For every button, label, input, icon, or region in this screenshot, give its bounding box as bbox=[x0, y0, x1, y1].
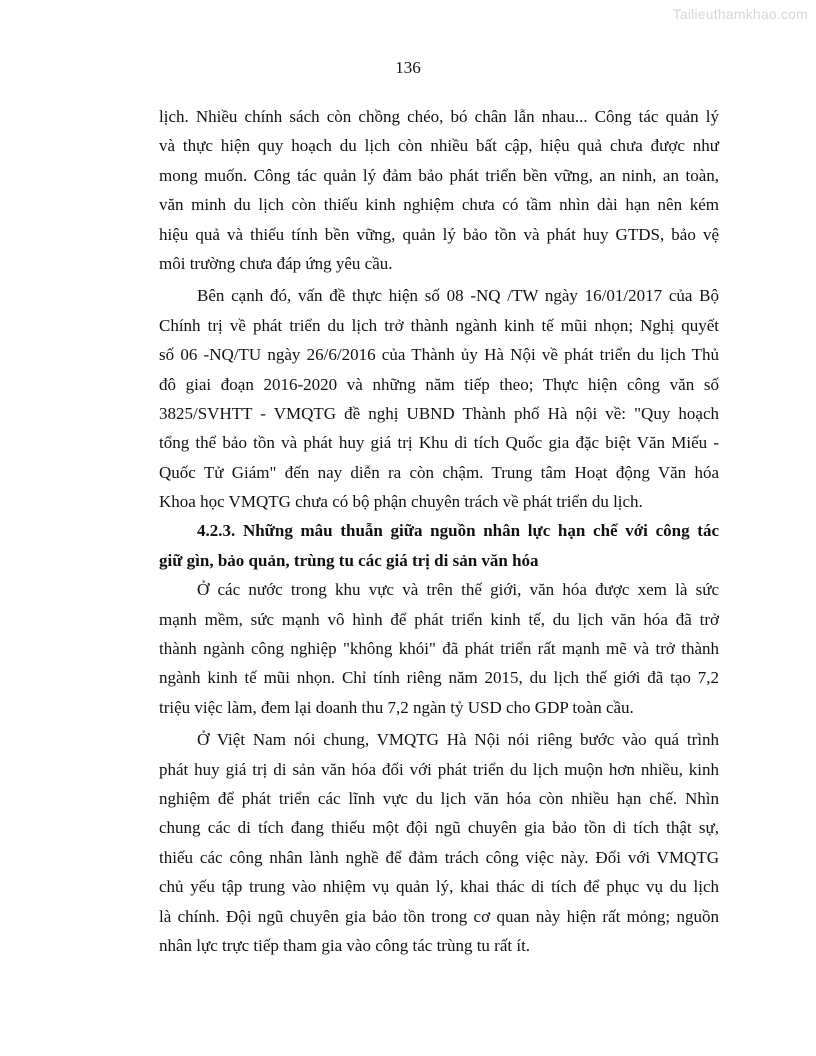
text-line: Khoa học VMQTG chưa có bộ phận chuyên trách về phát triển du lịch. bbox=[159, 492, 643, 512]
text-line: phát huy giá trị di sản văn hóa đối với phát triển du lịch muộn hơn nhiều, kinh bbox=[159, 759, 719, 779]
text-line: Chính trị về phát triển du lịch trở thành ngành kinh tế mũi nhọn; Nghị quyết bbox=[159, 315, 719, 335]
document-body bbox=[159, 102, 719, 960]
text-line: Quốc Tử Giám" đến nay diễn ra còn chậm. Trung tâm Hoạt động Văn hóa bbox=[159, 462, 719, 482]
text-line: chung các di tích đang thiếu một đội ngũ chuyên gia bảo tồn di tích thật sự, bbox=[159, 818, 719, 838]
section-heading: giữ gìn, bảo quản, trùng tu các giá trị di sản văn hóa bbox=[159, 550, 539, 570]
text-line: lịch. Nhiều chính sách còn chồng chéo, bó chân lẫn nhau... Công tác quản lý bbox=[159, 107, 719, 126]
text-line: Ở các nước trong khu vực và trên thế giới, văn hóa được xem là sức bbox=[197, 580, 719, 600]
text-line: tổng thể bảo tồn và phát huy giá trị Khu di tích Quốc gia đặc biệt Văn Miếu - bbox=[159, 433, 719, 453]
text-line: mong muốn. Công tác quản lý đảm bảo phát triển bền vững, an ninh, an toàn, bbox=[159, 165, 719, 185]
page-number: 136 bbox=[395, 58, 421, 77]
text-line: chủ yếu tập trung vào nhiệm vụ quản lý, khai thác di tích để phục vụ du lịch bbox=[159, 877, 719, 897]
text-line: Bên cạnh đó, vấn đề thực hiện số 08 -NQ /TW ngày 16/01/2017 của Bộ bbox=[197, 286, 719, 306]
text-line: hiệu quả và thiếu tính bền vững, quản lý bảo tồn và phát huy GTDS, bảo vệ bbox=[159, 224, 719, 244]
text-line: đô giai đoạn 2016-2020 và những năm tiếp theo; Thực hiện công văn số bbox=[159, 374, 719, 394]
text-line: triệu việc làm, đem lại doanh thu 7,2 ngàn tỷ USD cho GDP toàn cầu. bbox=[159, 697, 634, 717]
text-line: nghiệm để phát triển các lĩnh vực du lịch văn hóa còn nhiều hạn chế. Nhìn bbox=[159, 788, 719, 808]
text-line: ngành kinh tế mũi nhọn. Chỉ tính riêng năm 2015, du lịch thế giới đã tạo 7,2 bbox=[159, 668, 719, 688]
text-line: và thực hiện quy hoạch du lịch còn nhiều bất cập, hiệu quả chưa được như bbox=[159, 136, 719, 156]
watermark-text: Tailieuthamkhao.com bbox=[672, 6, 808, 22]
text-line: là chính. Đội ngũ chuyên gia bảo tồn trong cơ quan này hiện rất mỏng; nguồn bbox=[159, 906, 719, 926]
text-line: 3825/SVHTT - VMQTG đề nghị UBND Thành phố Hà nội về: "Quy hoạch bbox=[159, 403, 719, 423]
text-line: văn minh du lịch còn thiếu kinh nghiệm chưa có tầm nhìn dài hạn nên kém bbox=[159, 195, 719, 215]
text-line: thành ngành công nghiệp "không khói" đã phát triển rất mạnh mẽ và trở thành bbox=[159, 639, 719, 659]
text-line: Ở Việt Nam nói chung, VMQTG Hà Nội nói riêng bước vào quá trình bbox=[197, 730, 719, 750]
text-line: môi trường chưa đáp ứng yêu cầu. bbox=[159, 253, 393, 273]
section-heading: 4.2.3. Những mâu thuẫn giữa nguồn nhân lực hạn chế với công tác bbox=[197, 521, 719, 541]
text-line: thiếu các công nhân lành nghề để đảm trách công việc này. Đối với VMQTG bbox=[159, 847, 719, 867]
text-line: số 06 -NQ/TU ngày 26/6/2016 của Thành ủy Hà Nội về phát triển du lịch Thủ bbox=[159, 345, 719, 365]
text-line: mạnh mềm, sức mạnh vô hình để phát triển kinh tế, du lịch văn hóa đã trở bbox=[159, 609, 719, 629]
text-line: nhân lực trực tiếp tham gia vào công tác trùng tu rất ít. bbox=[159, 935, 531, 955]
